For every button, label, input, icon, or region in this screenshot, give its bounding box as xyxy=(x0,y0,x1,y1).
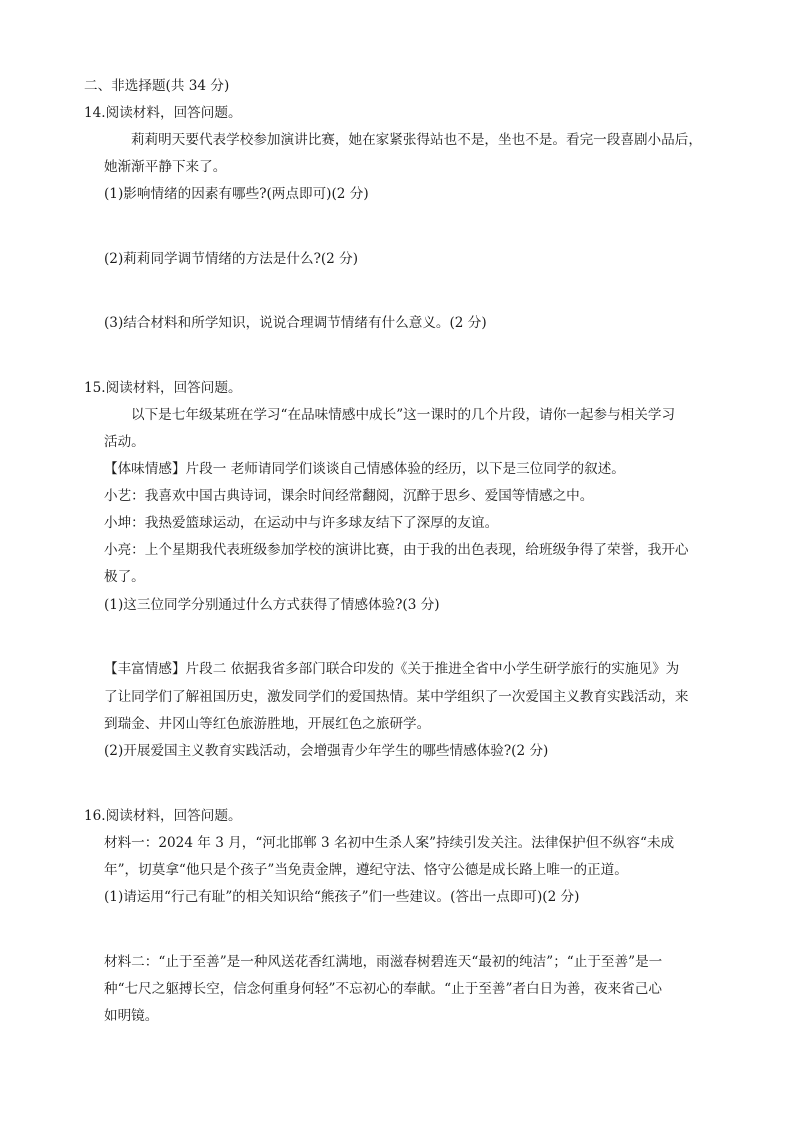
sub-question: (1)这三位同学分别通过什么方式获得了情感体验?(3 分) xyxy=(104,597,440,613)
question-head: 15.阅读材料，回答问题。 xyxy=(84,380,242,396)
material-text: 种“七尺之躯搏长空，信念何重身何轻”不忘初心的奉献。“止于至善”者白日为善，夜来省己心 xyxy=(104,981,662,997)
question-head: 16.阅读材料，回答问题。 xyxy=(84,808,242,824)
material-text: 她渐渐平静下来了。 xyxy=(104,159,227,175)
student-statement: 小艺：我喜欢中国古典诗词，课余时间经常翻阅，沉醉于思乡、爱国等情感之中。 xyxy=(104,488,594,504)
material-text: 年”，切莫拿“他只是个孩子”当免责金牌，遵纪守法、恪守公德是成长路上唯一的正道。 xyxy=(104,862,628,878)
question-head: 14.阅读材料，回答问题。 xyxy=(84,105,242,121)
material-text: 莉莉明天要代表学校参加演讲比赛，她在家紧张得站也不是，坐也不是。看完一段喜剧小品后， xyxy=(131,132,702,148)
sub-question: (3)结合材料和所学知识，说说合理调节情绪有什么意义。(2 分) xyxy=(104,315,487,331)
sub-question: (1)请运用“行己有耻”的相关知识给“熊孩子”们一些建议。(答出一点即可)(2 分) xyxy=(104,889,580,905)
material-text: 材料二：“止于至善”是一种风送花香红满地，雨滋春树碧连天“最初的纯洁”；“止于至善”是一 xyxy=(104,954,663,970)
sub-question: (2)莉莉同学调节情绪的方法是什么?(2 分) xyxy=(104,251,359,267)
material-text: 以下是七年级某班在学习“在品味情感中成长”这一课时的几个片段，请你一起参与相关学习 xyxy=(131,407,676,423)
segment-text: 【丰富情感】片段二 依据我省多部门联合印发的《关于推进全省中小学生研学旅行的实施见》为 xyxy=(104,661,680,677)
sub-question: (2)开展爱国主义教育实践活动，会增强青少年学生的哪些情感体验?(2 分) xyxy=(104,743,549,759)
material-text: 活动。 xyxy=(104,434,145,450)
sub-question: (1)影响情绪的因素有哪些?(两点即可)(2 分) xyxy=(104,186,369,202)
segment-text: 了让同学们了解祖国历史，激发同学们的爱国热情。某中学组织了一次爱国主义教育实践活动，来 xyxy=(104,689,689,705)
section-title: 二、非选择题(共 34 分) xyxy=(84,78,230,94)
student-statement: 小坤：我热爱篮球运动，在运动中与许多球友结下了深厚的友谊。 xyxy=(104,515,499,531)
student-statement: 极了。 xyxy=(104,569,145,585)
material-text: 材料一：2024 年 3 月，“河北邯郸 3 名初中生杀人案”持续引发关注。法律保护但不纵容“未成 xyxy=(104,835,675,851)
segment-text: 到瑞金、井冈山等红色旅游胜地，开展红色之旅研学。 xyxy=(104,716,431,732)
student-statement: 小亮：上个星期我代表班级参加学校的演讲比赛，由于我的出色表现，给班级争得了荣誉，我开心 xyxy=(104,542,689,558)
material-text: 如明镜。 xyxy=(104,1008,159,1024)
segment-text: 【体味情感】片段一 老师请同学们谈谈自己情感体验的经历，以下是三位同学的叙述。 xyxy=(104,461,625,477)
